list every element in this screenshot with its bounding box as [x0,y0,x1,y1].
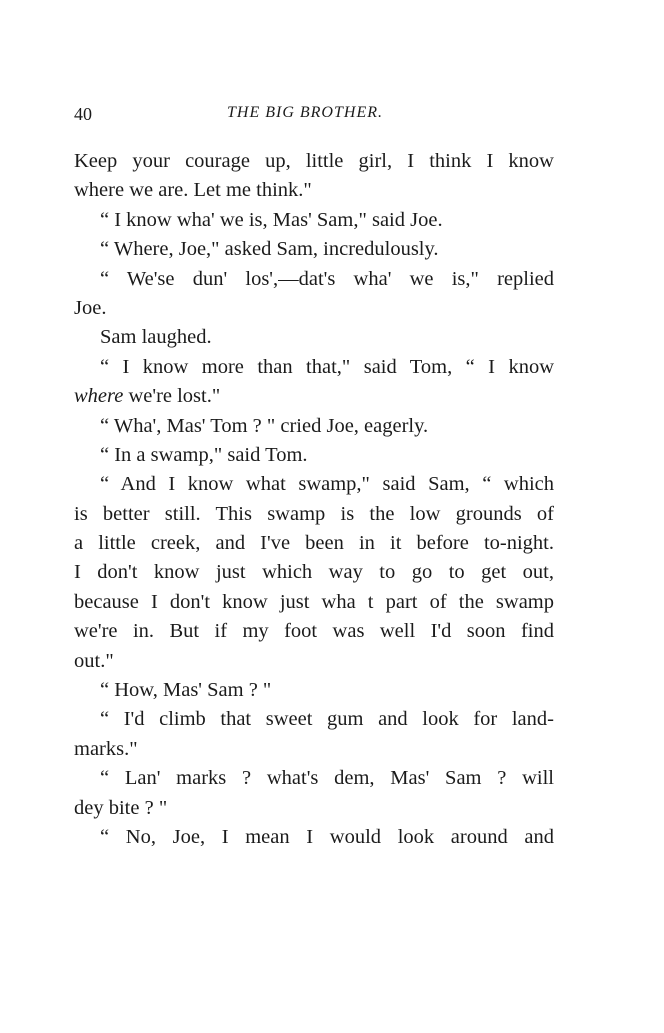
text-line: “ We'se dun' los',—dat's wha' we is," replied [100,267,554,290]
text-line: where we are. Let me think." [74,179,312,202]
running-title: THE BIG BROTHER. [227,104,383,121]
text-line [74,382,554,411]
running-head [74,104,554,130]
text-line: Joe. [74,296,107,319]
text-line: “ I know wha' we is, Mas' Sam," said Joe. [100,208,443,231]
text-line: dey bite ? " [74,796,168,819]
text-line: “ How, Mas' Sam ? " [100,679,272,702]
text-line: Keep your courage up, little girl, I think I know [74,150,554,172]
text-line: “ In a swamp," said Tom. [100,443,308,466]
text-line: marks." [74,737,138,760]
text-line: out." [74,649,114,672]
text-line: “ I know more than that," said Tom, “ I know [100,355,554,378]
text-line: “ Wha', Mas' Tom ? " cried Joe, eagerly. [100,414,429,437]
text-line: because I don't know just wha t part of the swamp [74,590,554,613]
text-line: “ And I know what swamp," said Sam, “ which [100,473,554,496]
text-line: a little creek, and I've been in it before to-night. [74,532,554,555]
text-line: we're in. But if my foot was well I'd soon find [74,620,554,643]
text-line: I don't know just which way to go to get out, [74,561,554,584]
text-line: is better still. This swamp is the low grounds of [74,502,554,525]
text-line: “ Where, Joe," asked Sam, incredulously. [100,238,439,261]
text-fragment: we're lost." [123,385,221,408]
text-line: “ No, Joe, I mean I would look around and [100,825,554,848]
page-number: 40 [74,104,92,124]
italic-emphasis: where [74,385,124,408]
text-line: “ Lan' marks ? what's dem, Mas' Sam ? will [100,767,554,790]
body-text [74,147,554,852]
text-line: “ I'd climb that sweet gum and look for land- [100,708,554,731]
text-line: Sam laughed. [100,326,212,349]
